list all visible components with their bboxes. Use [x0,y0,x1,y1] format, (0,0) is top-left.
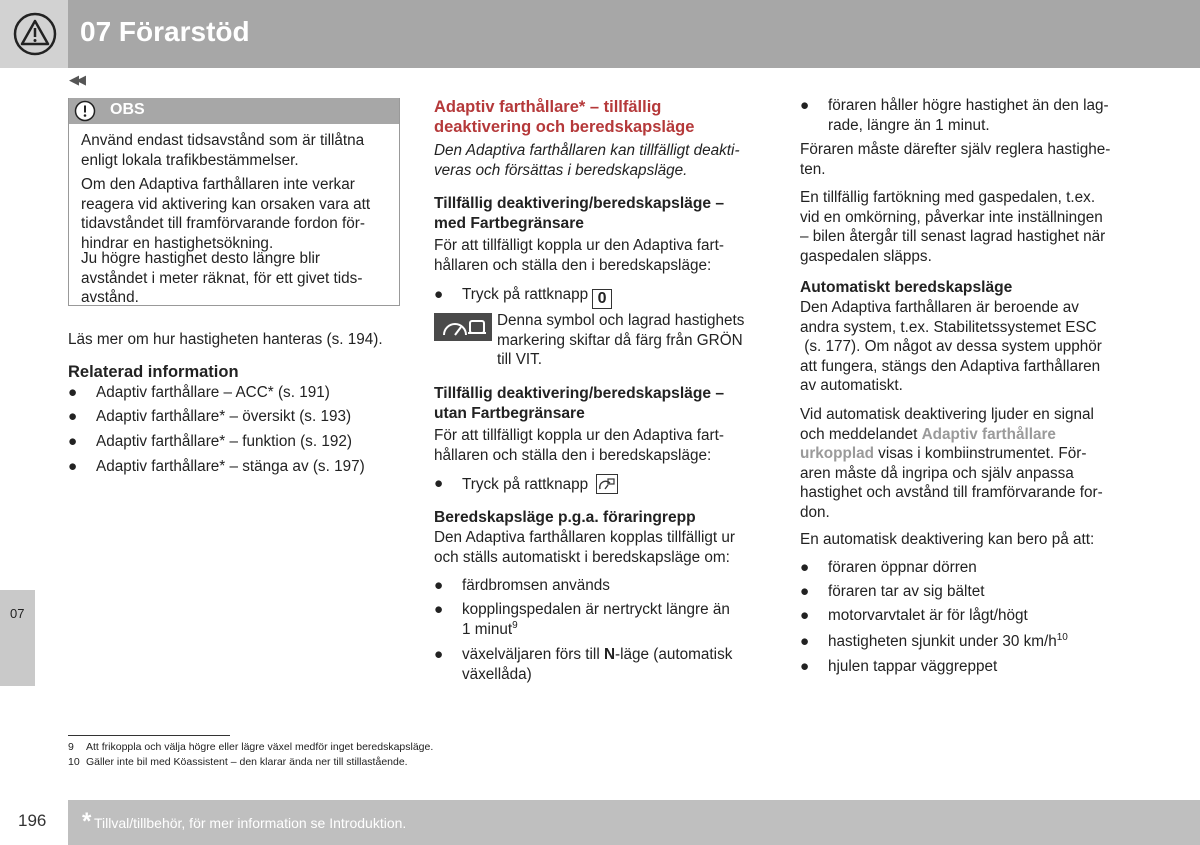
page-number: 196 [18,811,47,830]
obs-title: OBS [110,101,145,118]
read-more-text: Läs mer om hur hastigheten hanteras (s. 194). [68,331,383,348]
side-tab-label: 07 [10,606,25,621]
s3-text: Den Adaptiva farthållaren kopplas tillfälligt ur och ställs automatiskt i beredskapsläge om: [434,529,736,566]
obs-paragraph-2: Om den Adaptiva farthållaren inte verkar reagera vid aktivering kan orsaken vara att tidavståndet till framförvarande fordon för- hindrar en hastighetsökning. [81,176,371,252]
chapter-title: 07 Förarstöd [80,16,250,47]
heading-without-speed-limiter: Tillfällig deaktivering/beredskapsläge – utan Fartbegränsare [434,385,725,422]
obs-paragraph-1: Använd endast tidsavstånd som är tillåtna enligt lokala trafikbestämmelser. [81,132,365,169]
footnote: 10 Gäller inte bil med Köassistent – den klarar ända ner till stillastående. [68,756,408,768]
auto-standby-heading: Automatiskt beredskapsläge [800,279,1013,296]
steering-wheel-button-0-icon: 0 [592,289,612,309]
obs-paragraph-3: Ju högre hastighet desto längre blir avståndet i meter räknat, för ett givet tids- avstånd. [81,250,363,306]
related-heading: Relaterad information [68,363,239,381]
cruise-standby-symbol-icon [434,313,492,341]
nav-back-icon[interactable]: ◀◀ [69,72,83,87]
section-title: Adaptiv farthållare* – tillfällig deaktivering och beredskapsläge [434,98,695,136]
s2-text: För att tillfälligt koppla ur den Adaptiva fart- hållaren och ställa den i beredskapsläge: [434,427,724,464]
col3-paragraph-5: En automatisk deaktivering kan bero på att: [800,531,1095,548]
footnote-divider [68,735,230,736]
footer-note: Tillval/tillbehör, för mer information se Introduktion. [94,815,407,831]
col3-paragraph-4: Vid automatisk deaktivering ljuder en signal och meddelandet Adaptiv farthållare urkopplad visas i kombiinstrumentet. För- aren måste då ingripa och själv anpassa hastighet och avstånd till framförvarande for- don. [800,406,1103,521]
star-icon: * [82,808,92,835]
message-text: urkopplad [800,445,874,462]
footnote: 9 Att frikoppla och välja högre eller lägre växel medför inget beredskapsläge. [68,741,434,753]
s1-text: För att tillfälligt koppla ur den Adaptiva fart- hållaren och ställa den i beredskapsläge: [434,237,724,274]
symbol-description: Denna symbol och lagrad hastighets markering skiftar då färg från GRÖN till VIT. [497,312,745,368]
col3-paragraph-2: En tillfällig fartökning med gaspedalen, t.ex. vid en omkörning, påverkar inte inställningen – bilen återgår till senast lagrad hastighet när gaspedalen släpps. [800,189,1106,265]
col3-paragraph-3: Den Adaptiva farthållaren är beroende av andra system, t.ex. Stabilitetssystemet ESC (s. 177). Om något av dessa system upphör att fungera, stängs den Adaptiva farthållaren av automatiskt. [800,299,1102,394]
cruise-button-icon [596,474,618,494]
warning-icon [13,12,57,56]
chapter-side-tab[interactable] [0,590,35,686]
heading-with-speed-limiter: Tillfällig deaktivering/beredskapsläge – med Fartbegränsare [434,195,725,232]
message-text: Adaptiv farthållare [921,425,1056,443]
col3-paragraph-1: Föraren måste därefter själv reglera hastighe- ten. [800,141,1111,178]
section-intro: Den Adaptiva farthållaren kan tillfälligt deakti- veras och försättas i beredskapsläge. [434,142,740,179]
driver-intervention-heading: Beredskapsläge p.g.a. föraringrepp [434,509,696,526]
